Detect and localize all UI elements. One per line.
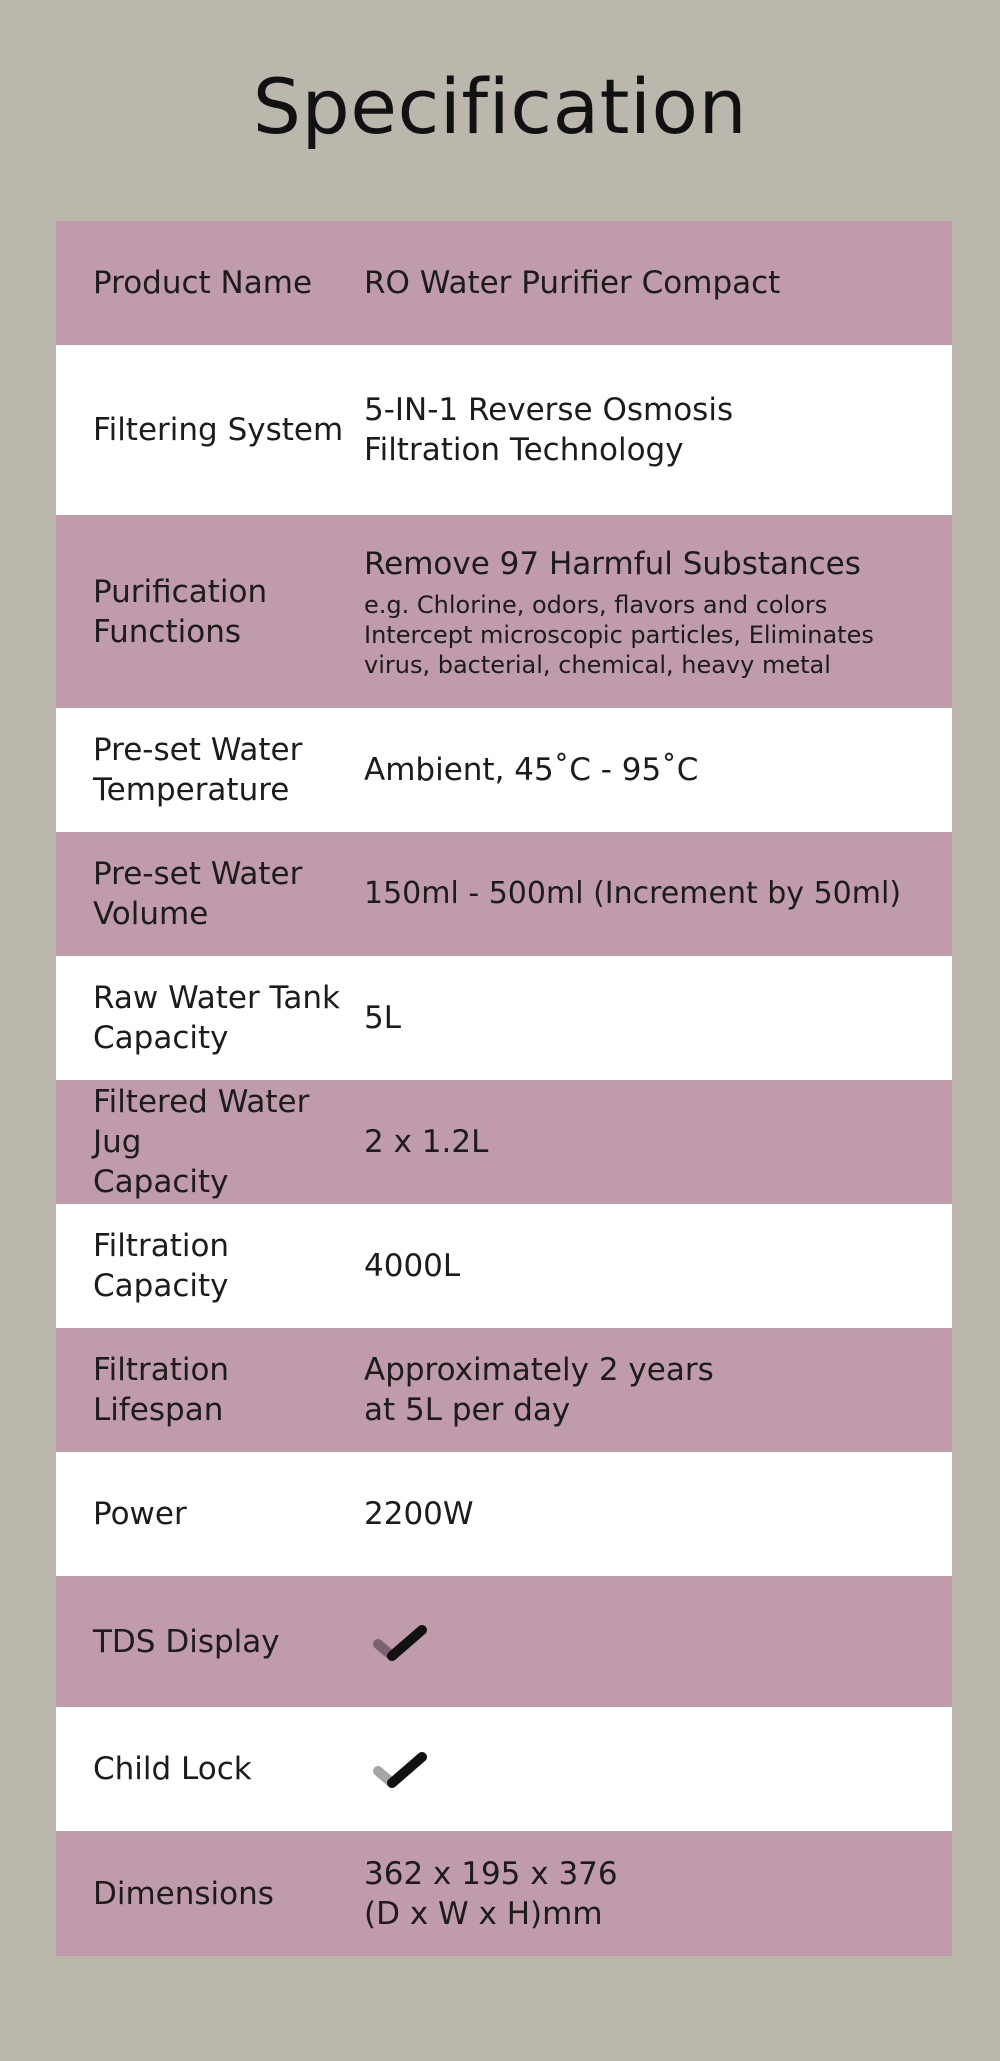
spec-label: Purification Functions <box>93 573 268 650</box>
spec-label: Pre-set Water Volume <box>93 856 303 932</box>
spec-label: Filtered Water Jug Capacity <box>93 1084 310 1200</box>
spec-label: Raw Water Tank Capacity <box>93 980 340 1056</box>
spec-value: Approximately 2 years at 5L per day <box>364 1352 714 1428</box>
spec-value <box>364 544 952 680</box>
spec-value: 4000L <box>364 1248 461 1284</box>
spec-row-filtering-system <box>56 345 952 515</box>
spec-row-raw-water-tank <box>56 956 952 1080</box>
spec-label: TDS Display <box>93 1623 280 1660</box>
spec-value: 2200W <box>364 1496 474 1532</box>
spec-value: 150ml - 500ml (Increment by 50ml) <box>364 876 902 911</box>
spec-value <box>364 1745 952 1793</box>
spec-row-filtration-lifespan <box>56 1328 952 1452</box>
spec-label: Filtration Capacity <box>93 1228 230 1304</box>
spec-value: RO Water Purifier Compact <box>364 265 781 301</box>
spec-value-detail: e.g. Chlorine, odors, flavors and colors <box>364 590 828 619</box>
spec-row-power <box>56 1452 952 1576</box>
spec-table <box>56 221 952 1956</box>
spec-row-filtration-capacity <box>56 1204 952 1328</box>
spec-row-child-lock <box>56 1707 952 1831</box>
spec-row-jug-capacity <box>56 1080 952 1204</box>
spec-value-detail: Intercept microscopic particles, Eliminates <box>364 620 874 649</box>
spec-value-detail: virus, bacterial, chemical, heavy metal <box>364 650 831 679</box>
checkmark-icon <box>368 1618 432 1666</box>
spec-label: Child Lock <box>93 1751 252 1787</box>
spec-label: Power <box>93 1496 187 1532</box>
spec-row-dimensions <box>56 1831 952 1956</box>
spec-label: Dimensions <box>93 1875 274 1912</box>
spec-row-water-volume <box>56 832 952 956</box>
page-title: Specification <box>252 62 748 151</box>
spec-value: 2 x 1.2L <box>364 1124 489 1160</box>
spec-value: 362 x 195 x 376 (D x W x H)mm <box>364 1855 618 1932</box>
spec-row-tds-display <box>56 1576 952 1707</box>
spec-value: 5L <box>364 1000 401 1036</box>
checkmark-icon <box>368 1745 432 1793</box>
spec-row-purification-functions <box>56 515 952 708</box>
spec-row-water-temperature <box>56 708 952 832</box>
spec-value <box>364 1618 952 1666</box>
spec-value-main: Remove 97 Harmful Substances <box>364 545 861 582</box>
spec-value: Ambient, 45˚C - 95˚C <box>364 752 699 788</box>
spec-label: Filtering System <box>93 412 344 448</box>
spec-label: Pre-set Water Temperature <box>93 732 303 808</box>
spec-label: Filtration Lifespan <box>93 1352 230 1428</box>
spec-value: 5-IN-1 Reverse Osmosis Filtration Technology <box>364 392 734 468</box>
spec-row-product-name <box>56 221 952 345</box>
spec-label: Product Name <box>93 265 313 301</box>
